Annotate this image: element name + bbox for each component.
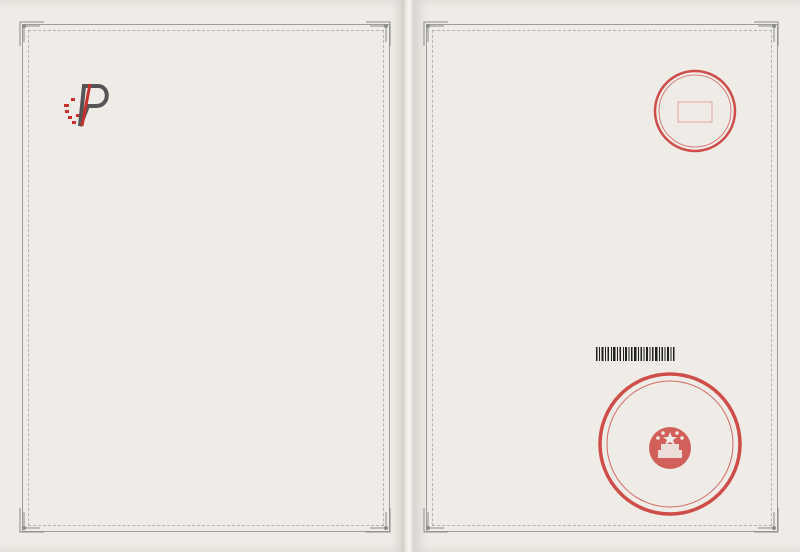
corner-ornament-icon [18,506,46,534]
large-official-seal-icon [596,370,744,518]
corner-ornament-icon [18,20,46,48]
national-emblem-icon [649,427,691,469]
barcode-icon [596,347,676,361]
corner-ornament-icon [364,20,392,48]
corner-ornament-icon [752,20,780,48]
corner-ornament-icon [752,506,780,534]
sipo-logo-icon [62,78,114,130]
corner-ornament-icon [422,20,450,48]
small-official-seal-icon [652,68,738,154]
director-signature [496,402,608,458]
corner-ornament-icon [422,506,450,534]
corner-ornament-icon [364,506,392,534]
